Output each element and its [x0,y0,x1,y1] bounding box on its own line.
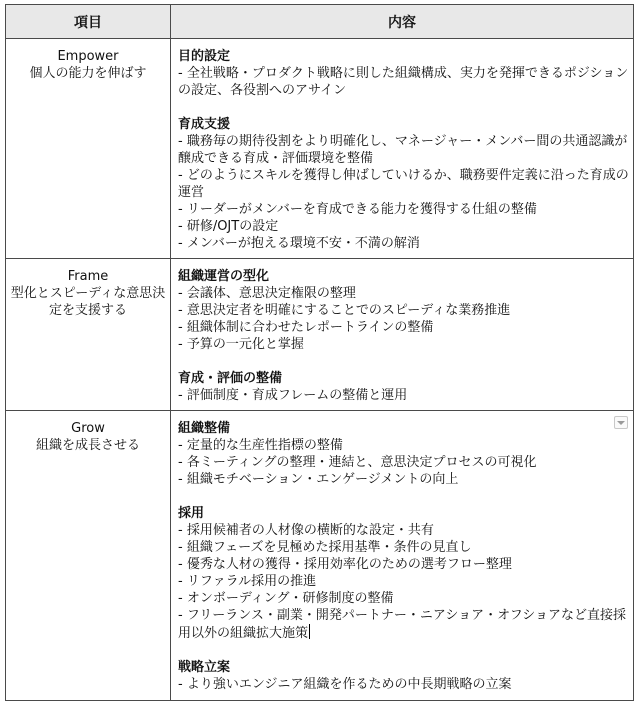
bullet-item: - どのようにスキルを獲得し伸ばしていけるか、職務要件定義に沿った育成の運営 [178,168,629,200]
bullet-item: - より強いエンジニア組織を作るための中長期戦略の立案 [178,677,512,692]
content-section [178,505,629,642]
content-section [178,48,629,99]
table-row [6,411,634,701]
content-cell-active[interactable] [171,411,634,701]
bullet-item: - 各ミーティングの整理・連結と、意思決定プロセスの可視化 [178,455,537,470]
bullet-item: - 組織モチベーション・エンゲージメントの向上 [178,472,459,487]
item-ja: 型化とスピーディな意思決定を支援する [10,286,166,318]
content-section [178,659,629,693]
bullet-item: - 意思決定者を明確にすることでのスピーディな業務推進 [178,303,511,318]
section-title: 戦略立案 [178,660,231,675]
item-en: Empower [57,49,119,64]
header-item: 項目 [6,5,171,39]
content-cell[interactable] [171,259,634,411]
bullet-item: - リーダーがメンバーを育成できる能力を獲得する仕組の整備 [178,202,537,217]
section-title: 組織運営の型化 [178,269,270,284]
bullet-item: - 組織フェーズを見極めた採用基準・条件の見直し [178,540,472,555]
item-en: Grow [71,421,105,436]
content-cell[interactable] [171,39,634,259]
cell-menu-dropdown-icon[interactable] [614,416,628,429]
bullet-item: - 全社戦略・プロダクト戦略に則した組織構成、実力を発揮できるポジションの設定、各役割へのアサイン [178,66,629,98]
bullet-item: - オンボーディング・研修制度の整備 [178,591,394,606]
content-section [178,370,629,404]
item-cell[interactable] [6,411,171,701]
content-section [178,268,629,353]
item-ja: 組織を成長させる [35,438,140,453]
bullet-item: - フリーランス・副業・開発パートナー・ニアショア・オフショアなど直接採用以外の組織拡大施策 [178,608,626,641]
table-row [6,39,634,259]
section-title: 採用 [178,506,205,521]
bullet-item: - メンバーが抱える環境不安・不満の解消 [178,236,420,251]
section-title: 目的設定 [178,49,231,64]
header-row [6,5,634,39]
bullet-item: - 定量的な生産性指標の整備 [178,438,343,453]
section-title: 育成支援 [178,117,231,132]
content-section [178,116,629,252]
chevron-down-icon [617,421,625,425]
bullet-item: - 職務毎の期待役割をより明確化し、マネージャー・メンバー間の共通認識が醸成できる育成・評価環境を整備 [178,134,628,166]
item-cell[interactable] [6,259,171,411]
section-title: 育成・評価の整備 [178,371,283,386]
bullet-item: - 組織体制に合わせたレポートラインの整備 [178,320,434,335]
bullet-item: - 評価制度・育成フレームの整備と運用 [178,388,408,403]
bullet-item: - 研修/OJTの設定 [178,219,279,234]
plan-table [5,4,634,701]
content-section [178,420,629,488]
header-content: 内容 [171,5,634,39]
bullet-item: - 優秀な人材の獲得・採用効率化のための選考フロー整理 [178,557,512,572]
item-cell[interactable] [6,39,171,259]
section-title: 組織整備 [178,421,231,436]
bullet-item: - 予算の一元化と掌握 [178,337,304,352]
text-caret [309,624,310,639]
bullet-item-with-caret [178,607,629,642]
table-row [6,259,634,411]
bullet-item: - 会議体、意思決定権限の整理 [178,286,356,301]
bullet-item: - リファラル採用の推進 [178,574,317,589]
item-en: Frame [67,269,109,284]
item-ja: 個人の能力を伸ばす [29,66,147,81]
bullet-item: - 採用候補者の人材像の横断的な設定・共有 [178,523,434,538]
